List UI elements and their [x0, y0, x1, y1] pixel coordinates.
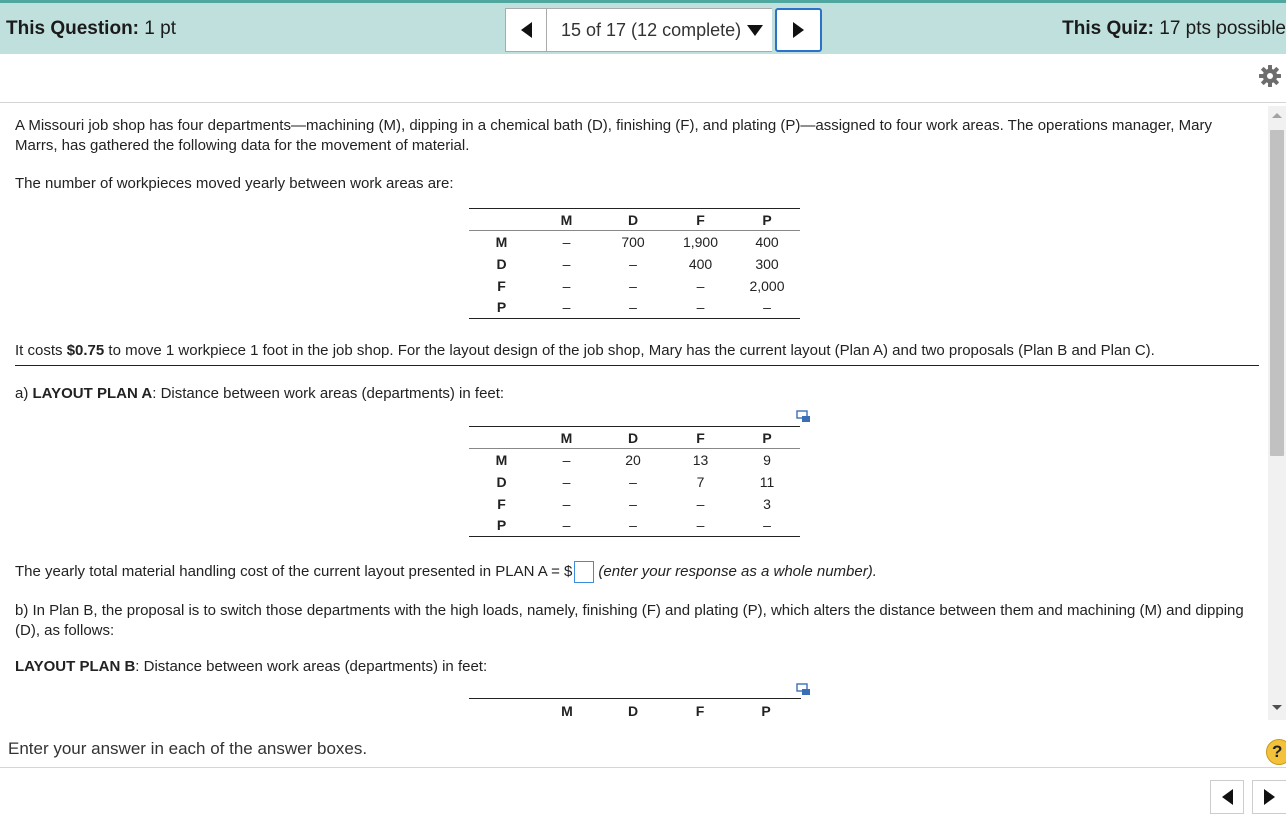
previous-question-button[interactable] — [505, 8, 547, 52]
table-row — [469, 297, 800, 319]
table-row — [469, 515, 800, 537]
table-cell: 3 — [763, 495, 771, 512]
question-points — [6, 18, 176, 40]
question-points-value: 1 pt — [144, 18, 176, 39]
column-header: P — [762, 429, 772, 446]
next-arrow-icon — [793, 22, 804, 38]
column-header: D — [627, 703, 639, 719]
table-cell: 1,900 — [682, 233, 719, 250]
table-cell: – — [696, 517, 705, 534]
answer-hint: (enter your response as a whole number). — [598, 562, 877, 580]
table-cell: – — [562, 255, 571, 272]
row-header: D — [496, 255, 507, 272]
table-cell: 13 — [692, 451, 709, 468]
gear-icon[interactable] — [1258, 64, 1282, 88]
table-cell: 400 — [688, 255, 713, 272]
plan-b-distance-table — [469, 698, 801, 718]
table-cell: – — [562, 473, 571, 490]
table-row — [469, 275, 800, 297]
table-row — [469, 231, 800, 253]
table-cell: 400 — [755, 233, 779, 250]
table-cell: – — [763, 299, 771, 316]
table-row — [469, 449, 800, 471]
row-header: M — [495, 451, 508, 468]
copy-icon[interactable] — [796, 683, 811, 696]
table-row — [469, 253, 800, 275]
next-question-button[interactable] — [775, 8, 822, 52]
column-header: F — [696, 429, 705, 446]
row-header: F — [497, 495, 506, 512]
plan-b-heading: LAYOUT PLAN B: Distance between work areas (departments) in feet: — [15, 658, 488, 675]
table-cell: – — [629, 517, 637, 534]
loads-table — [469, 208, 800, 319]
table-cell: 700 — [621, 233, 645, 250]
table-cell: – — [562, 495, 571, 512]
question-progress: 15 of 17 (12 complete) — [561, 19, 742, 40]
quiz-label: This Quiz: — [1062, 18, 1154, 39]
column-header: M — [561, 703, 573, 719]
column-header: D — [627, 429, 639, 446]
quiz-points-value: 17 pts possible — [1159, 18, 1286, 39]
question-navigator — [505, 8, 822, 52]
table-cell: – — [562, 299, 571, 316]
loads-label: The number of workpieces moved yearly between work areas are: — [15, 175, 454, 192]
copy-icon[interactable] — [796, 410, 811, 423]
table-cell: – — [562, 233, 571, 250]
column-header: D — [627, 211, 639, 228]
next-arrow-icon — [1264, 789, 1275, 805]
dropdown-arrow-icon — [747, 25, 763, 36]
table-header-row — [469, 427, 800, 449]
row-header: M — [495, 233, 508, 250]
table-cell: – — [629, 277, 637, 294]
column-header: F — [696, 211, 705, 228]
column-header: M — [560, 429, 573, 446]
table-cell: – — [696, 299, 705, 316]
previous-arrow-icon — [521, 22, 532, 38]
plan-a-question: The yearly total material handling cost of the current layout presented in PLAN A = $ (enter your response as a whole number). — [15, 561, 877, 583]
table-cell: – — [629, 495, 637, 512]
table-header-row — [469, 209, 800, 231]
row-header: P — [496, 299, 507, 316]
row-header: D — [496, 473, 507, 490]
table-cell: 2,000 — [749, 277, 785, 294]
column-header: P — [761, 703, 771, 719]
question-content — [0, 103, 1268, 720]
row-header: F — [497, 277, 506, 294]
table-row — [469, 471, 800, 493]
table-cell: – — [629, 473, 637, 490]
table-cell: – — [696, 277, 705, 294]
cost-statement: It costs $0.75 to move 1 workpiece 1 foot in the job shop. For the layout design of the job shop, Mary has the current layout (Plan A) and two proposals (Plan B and Plan C). — [15, 342, 1155, 359]
cost-value: $0.75 — [66, 342, 105, 359]
row-header: P — [496, 517, 507, 534]
plan-a-distance-table — [469, 426, 800, 537]
help-icon[interactable]: ? — [1266, 739, 1286, 765]
answer-instruction: Enter your answer in each of the answer boxes. — [8, 739, 368, 758]
divider — [0, 767, 1286, 768]
table-cell: – — [629, 299, 637, 316]
scroll-down-icon[interactable] — [1272, 705, 1282, 710]
column-header: F — [695, 703, 705, 719]
table-row — [469, 493, 800, 515]
plan-a-answer-input[interactable] — [574, 561, 594, 583]
table-cell: – — [629, 255, 637, 272]
previous-arrow-icon — [1222, 789, 1233, 805]
column-header: M — [560, 211, 573, 228]
quiz-points — [1062, 18, 1286, 40]
scroll-up-icon[interactable] — [1272, 113, 1282, 118]
table-cell: – — [763, 517, 771, 534]
table-cell: 7 — [696, 473, 705, 490]
table-cell: – — [696, 495, 705, 512]
table-cell: – — [562, 517, 571, 534]
column-header: P — [762, 211, 772, 228]
table-cell: 11 — [759, 473, 775, 490]
content-scrollbar[interactable] — [1268, 106, 1286, 720]
table-cell: – — [562, 277, 571, 294]
footer-next-button[interactable] — [1252, 780, 1286, 814]
scrollbar-thumb[interactable] — [1270, 130, 1284, 456]
plan-b-description: b) In Plan B, the proposal is to switch those departments with the high loads, namely, finishing (F) and plating (P), which alters the distance between them and machining (M) and dipping (D), as follows: — [15, 602, 1244, 639]
table-cell: 20 — [625, 451, 641, 468]
footer-previous-button[interactable] — [1210, 780, 1244, 814]
problem-intro: A Missouri job shop has four departments—machining (M), dipping in a chemical bath (D), finishing (F), and plating (P)—assigned to four work areas. The operations manager, Mary Marrs, has gathered the following data for the movement of material. — [15, 117, 1212, 154]
question-select[interactable] — [547, 8, 772, 52]
plan-a-heading: a) LAYOUT PLAN A: Distance between work areas (departments) in feet: — [15, 385, 505, 402]
question-header — [0, 0, 1286, 54]
table-cell: 9 — [763, 451, 771, 468]
table-cell: – — [562, 451, 571, 468]
section-divider — [15, 365, 1259, 366]
table-cell: 300 — [755, 255, 779, 272]
question-label: This Question: — [6, 18, 139, 39]
